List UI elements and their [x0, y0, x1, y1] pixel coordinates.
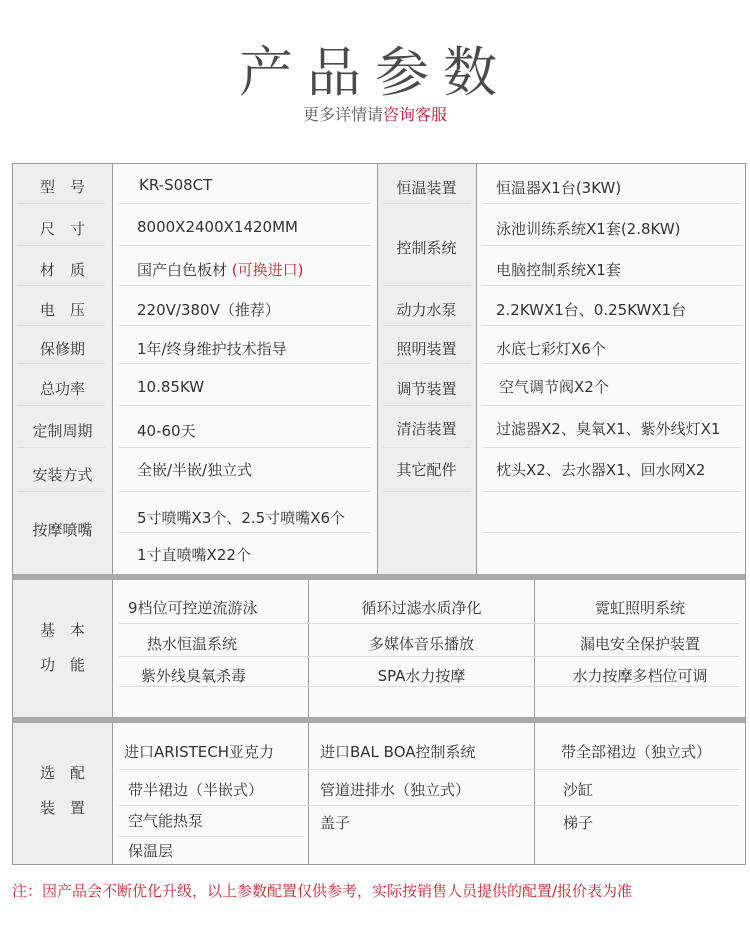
basic-feature: 循环过滤水质净化: [361, 599, 482, 617]
basic-feature: 水力按摩多档位可调: [572, 667, 708, 685]
label-accessories: 其它配件: [396, 461, 457, 479]
basic-label-bg: [13, 580, 112, 717]
option-item: 带全部裙边（独立式）: [561, 743, 712, 761]
contact-service-link[interactable]: 咨询客服: [383, 105, 448, 124]
basic-feature: 霓虹照明系统: [594, 599, 685, 617]
label-model: 型 号: [39, 178, 85, 196]
label-pump: 动力水泵: [396, 301, 457, 319]
option-item: 盖子: [320, 814, 351, 832]
label-warranty: 保修期: [39, 340, 85, 358]
basic-label-1: 基 本: [39, 621, 85, 639]
label-lead-time: 定制周期: [32, 422, 93, 440]
value-cleaning: 过滤器X2、臭氧X1、紫外线灯X1: [496, 420, 721, 438]
disclaimer-note: 注：因产品会不断优化升级，以上参数配置仅供参考，实际按销售人员提供的配置/报价表为准: [12, 882, 633, 900]
material-text: 国产白色板材: [137, 261, 228, 279]
value-power: 10.85KW: [137, 378, 205, 396]
value-pump: 2.2KWX1台、0.25KWX1台: [496, 301, 687, 319]
option-item: 沙缸: [563, 781, 594, 799]
label-nozzles: 按摩喷嘴: [32, 521, 93, 539]
value-model: KR-S08CT: [139, 176, 213, 194]
page-title: 产品参数: [239, 41, 511, 104]
value-control-2: 电脑控制系统X1套: [496, 261, 621, 279]
label-control: 控制系统: [396, 239, 457, 257]
value-warranty: 1年/终身维护技术指导: [137, 340, 287, 358]
option-item: 保温层: [128, 842, 174, 860]
option-item: 梯子: [563, 814, 594, 832]
value-accessories: 枕头X2、去水器X1、回水网X2: [496, 461, 706, 479]
options-label-bg: [13, 723, 112, 864]
value-size: 8000X2400X1420MM: [137, 218, 298, 236]
value-nozzles: 5寸喷嘴X3个、2.5寸喷嘴X6个: [137, 509, 346, 527]
value-material: [137, 259, 304, 280]
spec-table: [12, 163, 746, 865]
option-item: 进口ARISTECH亚克力: [124, 743, 275, 761]
label-lighting: 照明装置: [396, 340, 457, 358]
options-label-1: 选 配: [39, 764, 85, 782]
option-item: 带半裙边（半嵌式）: [128, 781, 264, 799]
label-power: 总功率: [39, 380, 85, 398]
option-item: 管道进排水（独立式）: [320, 781, 471, 799]
option-item: 空气能热泵: [128, 812, 204, 830]
label-voltage: 电 压: [39, 301, 85, 319]
basic-label-2: 功 能: [39, 656, 85, 674]
label-install: 安装方式: [32, 466, 93, 484]
value-lighting: 水底七彩灯X6个: [496, 340, 606, 358]
material-import-note: (可换进口): [231, 261, 304, 279]
value-adjust: 空气调节阀X2个: [499, 378, 609, 396]
value-control-1: 泳池训练系统X1套(2.8KW): [496, 220, 681, 238]
label-material: 材 质: [39, 261, 85, 279]
value-nozzles-2: 1寸直喷嘴X22个: [137, 546, 251, 564]
value-voltage: 220V/380V（推荐）: [137, 301, 280, 319]
options-label-2: 装 置: [39, 799, 85, 817]
subtitle: [0, 102, 750, 125]
basic-feature: 9档位可控逆流游泳: [128, 599, 258, 617]
basic-feature: 多媒体音乐播放: [368, 635, 474, 653]
option-item: 进口BAL BOA控制系统: [320, 743, 476, 761]
basic-feature: 热水恒温系统: [147, 635, 238, 653]
label-size: 尺 寸: [39, 220, 85, 238]
label-adjust: 调节装置: [396, 380, 457, 398]
value-thermostat: 恒温器X1台(3KW): [496, 179, 622, 197]
label-thermostat: 恒温装置: [396, 179, 457, 197]
basic-feature: 漏电安全保护装置: [579, 635, 700, 653]
value-install: 全嵌/半嵌/独立式: [137, 461, 253, 479]
basic-feature: 紫外线臭氧杀毒: [141, 667, 247, 685]
value-lead-time: 40-60天: [137, 422, 196, 440]
basic-feature: SPA水力按摩: [377, 667, 466, 685]
label-cleaning: 清洁装置: [396, 420, 457, 438]
right-label-col: [377, 164, 476, 574]
page-header: [0, 0, 750, 160]
subtitle-prefix: 更多详情请: [302, 105, 383, 124]
